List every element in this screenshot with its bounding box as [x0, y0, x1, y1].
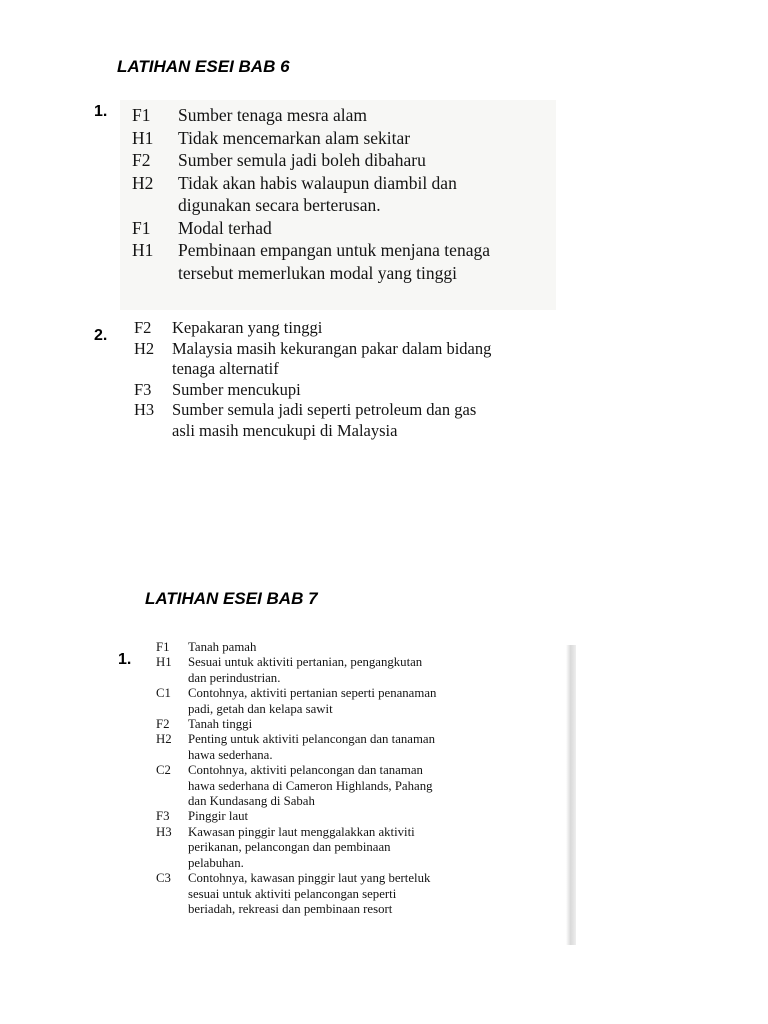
answer-point-row — [120, 239, 556, 262]
point-text: hawa sederhana di Cameron Highlands, Pahang — [188, 778, 433, 793]
point-code — [146, 856, 188, 871]
point-text: hawa sederhana. — [188, 747, 273, 762]
point-code: F3 — [134, 379, 152, 399]
answer-point-row — [146, 871, 582, 886]
answer-continuation-row — [146, 902, 582, 917]
bab6-question-2-answer-scan — [122, 316, 522, 444]
answer-point-row — [146, 809, 582, 824]
answer-continuation-row — [122, 421, 522, 442]
point-text: Tanah tinggi — [188, 717, 253, 732]
point-code — [146, 671, 188, 686]
point-code: F1 — [132, 105, 151, 125]
answer-point-row — [146, 825, 582, 840]
point-text: perikanan, pelancongan dan pembinaan — [188, 840, 391, 855]
answer-point-row — [120, 172, 556, 195]
point-text: Sumber tenaga mesra alam — [178, 105, 368, 125]
point-text: pelabuhan. — [188, 855, 244, 870]
point-code — [120, 194, 178, 217]
answer-point-row — [146, 717, 582, 732]
point-text: Sesuai untuk aktiviti pertanian, pengangkutan — [188, 655, 423, 670]
point-code: H2 — [134, 338, 155, 358]
point-text: Tidak mencemarkan alam sekitar — [178, 127, 411, 148]
point-text: dan perindustrian. — [188, 670, 281, 685]
point-text: Contohnya, aktiviti pelancongan dan tanaman — [188, 763, 423, 778]
answer-point-row — [120, 104, 556, 127]
point-code: F1 — [156, 640, 170, 654]
scan-edge-shadow — [566, 645, 576, 945]
point-code: F2 — [132, 150, 151, 170]
point-text: Kepakaran yang tinggi — [172, 318, 323, 337]
answer-continuation-row — [146, 702, 582, 717]
point-code — [146, 748, 188, 763]
point-code: H1 — [132, 240, 154, 260]
point-text: beriadah, rekreasi dan pembinaan resort — [188, 901, 393, 916]
point-text: padi, getah dan kelapa sawit — [188, 701, 333, 716]
point-text: Sumber semula jadi seperti petroleum dan gas — [172, 400, 477, 419]
answer-point-row — [146, 763, 582, 778]
bab7-question-1-number: 1. — [118, 651, 132, 668]
bab7-question-1-answer-scan — [146, 640, 582, 946]
point-text: Tidak akan habis walaupun diambil dan — [178, 172, 457, 193]
answer-point-row — [146, 686, 582, 701]
answer-point-row — [146, 640, 582, 655]
bab6-question-2-number: 2. — [94, 327, 108, 344]
answer-point-row — [120, 149, 556, 172]
point-code — [122, 359, 172, 380]
answer-point-row — [120, 217, 556, 240]
point-text: Sumber mencukupi — [172, 379, 301, 399]
point-text: Modal terhad — [178, 217, 272, 238]
point-text: Pinggir laut — [188, 809, 249, 824]
answer-continuation-row — [146, 794, 582, 809]
point-code — [146, 887, 188, 902]
point-code: H2 — [132, 172, 154, 193]
answer-point-row — [146, 732, 582, 747]
point-code: H1 — [156, 655, 172, 670]
point-code: C1 — [156, 686, 171, 701]
point-code — [146, 702, 188, 717]
answer-point-row — [120, 127, 556, 150]
bab6-question-1-answer-scan — [120, 100, 556, 310]
bab7-heading: LATIHAN ESEI BAB 7 — [145, 589, 318, 608]
point-text: tenaga alternatif — [172, 359, 279, 378]
point-code — [146, 794, 188, 809]
point-text: tersebut memerlukan modal yang tinggi — [178, 262, 457, 283]
point-code: C2 — [156, 763, 171, 778]
answer-continuation-row — [146, 671, 582, 686]
point-text: Contohnya, kawasan pinggir laut yang berteluk — [188, 871, 431, 886]
answer-point-row — [122, 400, 522, 421]
point-code — [146, 840, 188, 855]
answer-continuation-row — [146, 887, 582, 902]
point-code: H3 — [134, 400, 155, 419]
bab6-heading: LATIHAN ESEI BAB 6 — [117, 57, 290, 76]
point-code: F3 — [156, 809, 170, 824]
point-code — [122, 421, 172, 442]
answer-continuation-row — [146, 779, 582, 794]
point-text: dan Kundasang di Sabah — [188, 794, 315, 809]
point-code: C3 — [156, 871, 171, 886]
point-text: Penting untuk aktiviti pelancongan dan tanaman — [188, 732, 435, 747]
answer-continuation-row — [146, 840, 582, 855]
point-code: F2 — [134, 318, 152, 337]
answer-point-row — [122, 380, 522, 401]
answer-continuation-row — [120, 194, 556, 217]
point-code: H3 — [156, 824, 172, 839]
point-code: H2 — [156, 732, 172, 747]
point-text: Sumber semula jadi boleh dibaharu — [178, 150, 426, 170]
point-code: F1 — [132, 217, 151, 238]
answer-point-row — [122, 339, 522, 360]
point-code: H1 — [132, 127, 154, 148]
point-text: asli masih mencukupi di Malaysia — [172, 420, 398, 440]
point-code: F2 — [156, 717, 170, 732]
point-code — [120, 262, 178, 285]
point-text: Tanah pamah — [188, 640, 257, 654]
bab6-question-1-number: 1. — [94, 103, 108, 120]
answer-point-row — [146, 655, 582, 670]
point-code — [146, 779, 188, 794]
answer-point-row — [122, 318, 522, 339]
point-code — [146, 902, 188, 917]
answer-continuation-row — [146, 748, 582, 763]
point-text: digunakan secara berterusan. — [178, 195, 381, 215]
point-text: Malaysia masih kekurangan pakar dalam bidang — [172, 338, 492, 358]
answer-continuation-row — [120, 262, 556, 285]
answer-continuation-row — [122, 359, 522, 380]
point-text: sesuai untuk aktiviti pelancongan seperti — [188, 886, 397, 901]
point-text: Kawasan pinggir laut menggalakkan aktiviti — [188, 824, 415, 839]
point-text: Pembinaan empangan untuk menjana tenaga — [178, 240, 490, 260]
answer-continuation-row — [146, 856, 582, 871]
point-text: Contohnya, aktiviti pertanian seperti penanaman — [188, 686, 437, 701]
